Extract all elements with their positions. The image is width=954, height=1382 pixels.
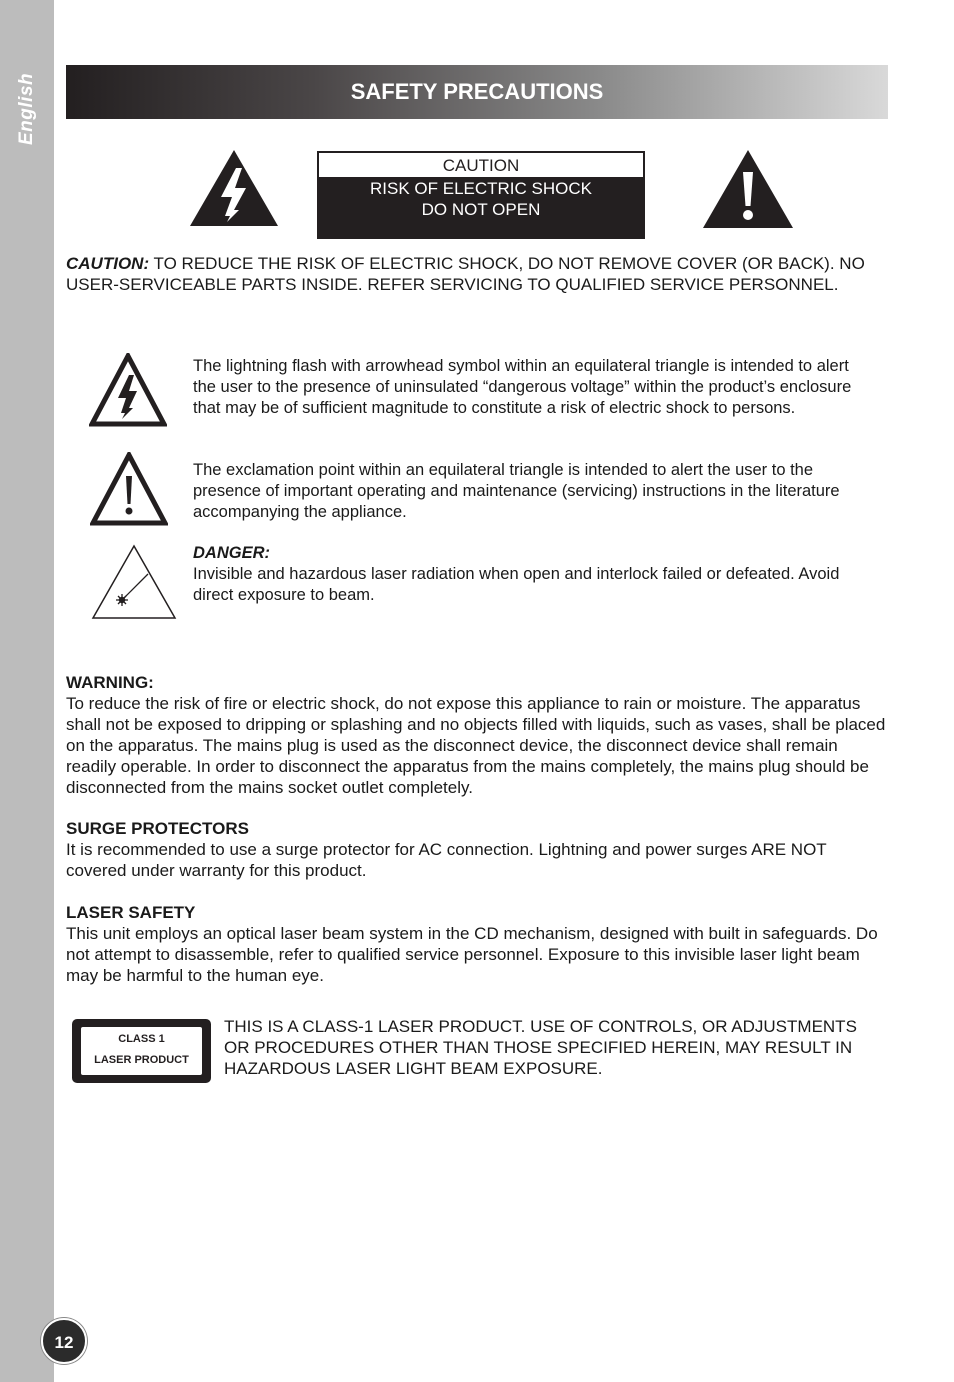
page-number: 12 [41,1318,87,1364]
surge-text: It is recommended to use a surge protector for AC connection. Lightning and power surges ARE NOT covered under warranty for this product. [66,840,827,880]
page-title: SAFETY PRECAUTIONS [66,65,888,119]
laser-section [66,902,888,986]
danger-notice [193,543,883,606]
exclamation-warning-icon [703,150,793,228]
caution-notice-text: TO REDUCE THE RISK OF ELECTRIC SHOCK, DO NOT REMOVE COVER (OR BACK). NO USER-SERVICEABLE PARTS INSIDE. REFER SERVICING TO QUALIFIED SERVICE PERSONNEL. [66,254,865,294]
caution-notice-label: CAUTION: [66,254,150,273]
caution-box-line: RISK OF ELECTRIC SHOCK [370,179,592,198]
laser-heading: LASER SAFETY [66,903,196,922]
class1-laser-text: THIS IS A CLASS-1 LASER PRODUCT. USE OF CONTROLS, OR ADJUSTMENTS OR PROCEDURES OTHER THAN THOSE SPECIFIED HEREIN, MAY RESULT IN HAZARDOUS LASER LIGHT BEAM EXPOSURE. [224,1017,857,1078]
class1-laser-label [72,1019,211,1083]
danger-label: DANGER: [193,544,270,562]
caution-box [317,151,645,239]
danger-text: Invisible and hazardous laser radiation when open and interlock failed or defeated. Avoid direct exposure to beam. [193,565,840,604]
caution-notice [66,253,896,295]
surge-section [66,818,888,881]
class1-laser-label-inner [81,1027,202,1075]
warning-section [66,672,888,798]
laser-label-line2: LASER PRODUCT [94,1054,189,1066]
side-bar [0,0,54,1382]
language-label: English [16,72,37,145]
lightning-description: The lightning flash with arrowhead symbol within an equilateral triangle is intended to alert the user to the presence of uninsulated “dangerous voltage” within the product’s enclosure that may be of sufficient magnitude to constitute a risk of electric shock to persons. [193,357,852,417]
surge-heading: SURGE PROTECTORS [66,819,249,838]
laser-radiation-icon [90,543,178,621]
caution-box-line: DO NOT OPEN [421,200,541,219]
lightning-triangle-icon [89,353,167,427]
electric-shock-warning-icon [190,150,278,226]
exclamation-description: The exclamation point within an equilateral triangle is intended to alert the user to the presence of important operating and maintenance (servicing) instructions in the literature accompanying the appliance. [193,461,840,521]
laser-label-line1: CLASS 1 [118,1033,165,1045]
warning-heading: WARNING: [66,673,154,692]
caution-box-heading: CAUTION [319,153,643,177]
exclamation-triangle-icon [90,452,168,526]
laser-text: This unit employs an optical laser beam system in the CD mechanism, designed with built in safeguards. Do not attempt to disassemble, refer to qualified service personnel. Exposure to this invisible laser light beam may be harmful to the human eye. [66,924,878,985]
warning-text: To reduce the risk of fire or electric shock, do not expose this appliance to rain or moisture. The apparatus shall not be exposed to dripping or splashing and no objects filled with liquids, such as vases, shall be placed on the apparatus. The mains plug is used as the disconnect device, the disconnect device shall remain readily operable. In order to disconnect the apparatus from the mains completely, the mains plug should be disconnected from the mains socket outlet completely. [66,694,886,797]
